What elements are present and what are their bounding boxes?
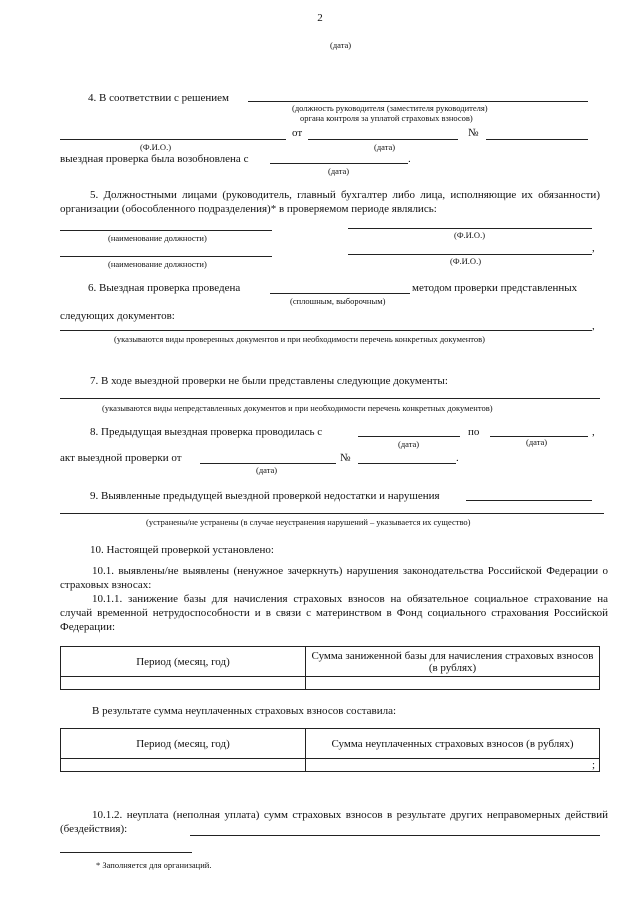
item5-fio-hint-2: (Ф.И.О.)	[450, 256, 482, 266]
item8-from-line	[358, 436, 460, 437]
item4-resumed: выездная проверка была возобновлена с	[60, 153, 249, 165]
item4-period: .	[408, 153, 411, 165]
item4-date-hint2: (дата)	[328, 166, 350, 176]
item5-title-line-2	[60, 256, 272, 257]
item4-resumed-line	[270, 163, 408, 164]
table2-col1-header: Период (месяц, год)	[61, 729, 306, 759]
item6-method-hint: (сплошным, выборочным)	[290, 296, 386, 306]
page-number: 2	[317, 12, 323, 24]
item8-comma: ,	[592, 426, 595, 438]
item9-hint: (устранены/не устранены (в случае неустранения нарушений – указывается их существо)	[146, 517, 471, 527]
item6-next: следующих документов:	[60, 310, 175, 322]
item5-comma-1: ,	[592, 242, 595, 254]
item8-to: по	[468, 426, 480, 438]
item4-decision-line	[248, 101, 588, 102]
table2-cell-semicolon: ;	[306, 759, 600, 772]
item10-result: В результате сумма неуплаченных страховых взносов составила:	[92, 705, 397, 717]
item5-fio-hint-1: (Ф.И.О.)	[454, 230, 486, 240]
table1-cell	[306, 677, 600, 690]
item8-date-from-hint: (дата)	[398, 439, 420, 449]
item10-p1: 10.1. выявлены/не выявлены (ненужное зачеркнуть) нарушения законодательства Российской Федерации о страховых взносах:	[60, 565, 608, 591]
table2-col2-header: Сумма неуплаченных страховых взносов (в рублях)	[306, 729, 600, 759]
underestimated-base-table	[60, 646, 600, 690]
table1-col2-header: Сумма заниженной базы для начисления страховых взносов (в рублях)	[306, 647, 600, 677]
item7-line	[60, 398, 600, 399]
table1-col1-header: Период (месяц, год)	[61, 647, 306, 677]
date-hint-top: (дата)	[330, 40, 352, 50]
item7-text: 7. В ходе выездной проверки не были представлены следующие документы:	[90, 375, 448, 387]
item5-text: 5. Должностными лицами (руководитель, главный бухгалтер либо лица, исполняющие их обязанности) организации (обособленного подразделения)* в проверяемом периоде являлись:	[60, 189, 600, 215]
item5-fio-line-1	[348, 228, 592, 229]
item8-date-to-hint: (дата)	[526, 437, 548, 447]
item8-number-sign: №	[340, 452, 351, 464]
item10-label: 10. Настоящей проверкой установлено:	[90, 544, 274, 556]
item5-fio-line-2	[348, 254, 592, 255]
item6-comma: ,	[592, 320, 595, 332]
item4-fio-line	[60, 139, 286, 140]
item4-org-hint: органа контроля за уплатой страховых взносов)	[300, 113, 473, 123]
item4-fio-hint: (Ф.И.О.)	[140, 142, 172, 152]
item4-date-line	[308, 139, 458, 140]
item4-from: от	[292, 127, 303, 139]
item4-number-sign: №	[468, 127, 479, 139]
item8-label: 8. Предыдущая выездная проверка проводилась с	[90, 426, 323, 438]
item10-p3: 10.1.2. неуплата (неполная уплата) сумм страховых взносов в результате других неправомерных действий (бездействия):	[60, 809, 608, 835]
item10-p3-line	[190, 835, 600, 836]
item8-act: акт выездной проверки от	[60, 452, 182, 464]
item5-title-hint-1: (наименование должности)	[108, 233, 207, 243]
item7-hint: (указываются виды непредставленных документов и при необходимости перечень конкретных документов)	[102, 403, 493, 413]
item10-p2: 10.1.1. занижение базы для начисления страховых взносов на обязательное социальное страхование на случай временной нетрудоспособности и в связи с материнством в Фонд социального страхования Российской Федерации:	[60, 593, 608, 633]
item5-title-line-1	[60, 230, 272, 231]
item4-position-hint: (должность руководителя (заместителя руководителя)	[292, 103, 488, 113]
item6-docs-line	[60, 330, 592, 331]
item8-period: .	[456, 452, 459, 464]
item6-method-line	[270, 293, 410, 294]
item6-label: 6. Выездная проверка проведена	[88, 282, 241, 294]
unpaid-contributions-table	[60, 728, 600, 772]
footnote: * Заполняется для организаций.	[96, 860, 212, 870]
item5-title-hint-2: (наименование должности)	[108, 259, 207, 269]
item6-docs-hint: (указываются виды проверенных документов и при необходимости перечень конкретных документов)	[114, 334, 485, 344]
item8-act-date-line	[200, 463, 336, 464]
item6-after: методом проверки представленных	[412, 282, 578, 294]
item9-line-2	[60, 513, 604, 514]
item8-act-number-line	[358, 463, 456, 464]
footnote-separator	[60, 852, 192, 853]
item9-label: 9. Выявленные предыдущей выездной проверкой недостатки и нарушения	[90, 490, 440, 502]
item9-line-1	[466, 500, 592, 501]
item4-label: 4. В соответствии с решением	[88, 92, 229, 104]
item4-number-line	[486, 139, 588, 140]
item4-date-hint: (дата)	[374, 142, 396, 152]
item8-act-date-hint: (дата)	[256, 465, 278, 475]
table1-cell	[61, 677, 306, 690]
table2-cell	[61, 759, 306, 772]
